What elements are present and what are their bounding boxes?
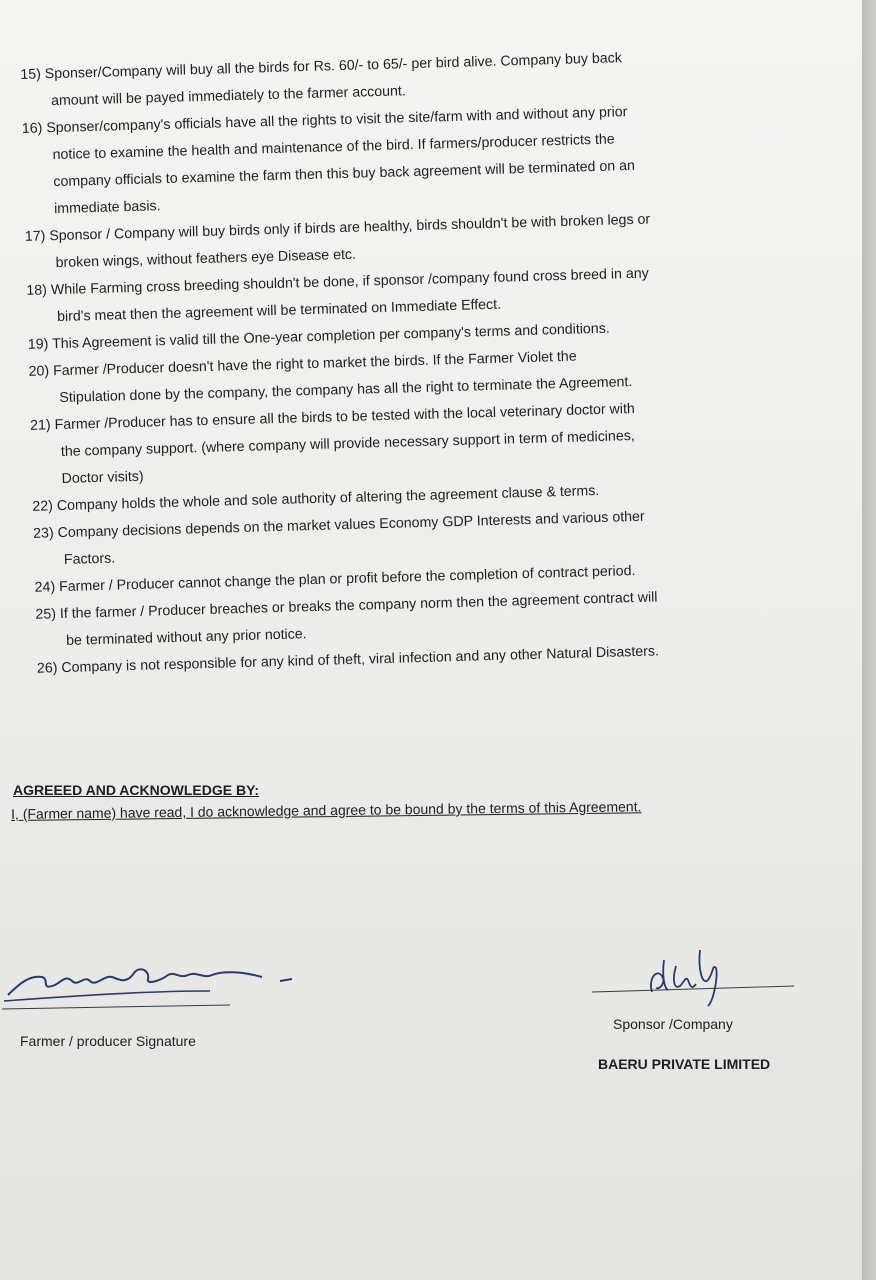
acknowledgement-statement: I, (Farmer name) have read, I do acknowledge and agree to be bound by the terms of this Agreement. bbox=[11, 798, 642, 822]
clause-line: 21) Farmer /Producer has to ensure all the birds to be tested with the local veterinary doctor with bbox=[29, 400, 636, 434]
clause-line: 18) While Farming cross breeding shouldn't be done, if sponsor /company found cross breed in any bbox=[26, 265, 649, 299]
clause-list bbox=[20, 40, 827, 683]
clause-line: 16) Sponser/company's officials have all the rights to visit the site/farm with and without any prior bbox=[21, 104, 628, 137]
clause-line: amount will be payed immediately to the farmer account. bbox=[50, 83, 407, 110]
clause-line: the company support. (where company will provide necessary support in term of medicines, bbox=[60, 427, 635, 461]
clause-line: Stipulation done by the company, the company has all the right to terminate the Agreement. bbox=[59, 374, 633, 407]
clause-line: Doctor visits) bbox=[61, 468, 144, 487]
sponsor-signature bbox=[590, 920, 800, 1015]
sponsor-signature-label: Sponsor /Company bbox=[613, 1016, 733, 1032]
clause-line: 23) Company decisions depends on the market values Economy GDP Interests and various other bbox=[32, 508, 645, 542]
clause-line: 24) Farmer / Producer cannot change the plan or profit before the completion of contract period. bbox=[34, 563, 636, 596]
clause-line: Factors. bbox=[63, 550, 116, 568]
clause-line: be terminated without any prior notice. bbox=[65, 626, 307, 649]
clause-line: 15) Sponser/Company will buy all the birds for Rs. 60/- to 65/- per bird alive. Company buy back bbox=[20, 50, 623, 83]
farmer-signature-label: Farmer / producer Signature bbox=[20, 1033, 196, 1049]
clause-line: 20) Farmer /Producer doesn't have the right to market the birds. If the Farmer Violet the bbox=[28, 348, 577, 380]
background-edge bbox=[862, 0, 876, 1280]
clause-line: 17) Sponsor / Company will buy birds only if birds are healthy, birds shouldn't be with broken legs or bbox=[24, 211, 651, 245]
farmer-signature bbox=[0, 945, 330, 1015]
clause-line: 19) This Agreement is valid till the One-year completion per company's terms and conditions. bbox=[27, 320, 610, 353]
acknowledgement-title: AGREEED AND ACKNOWLEDGE BY: bbox=[13, 782, 260, 798]
clause-line: immediate basis. bbox=[53, 198, 161, 218]
clause-line: 22) Company holds the whole and sole authority of altering the agreement clause & terms. bbox=[32, 482, 600, 515]
clause-line: broken wings, without feathers eye Disease etc. bbox=[55, 246, 357, 272]
clause-line: company officials to examine the farm then this buy back agreement will be terminated on an bbox=[53, 157, 636, 191]
clause-line: 26) Company is not responsible for any kind of theft, viral infection and any other Natural Disasters. bbox=[36, 643, 660, 677]
clause-line: bird's meat then the agreement will be terminated on Immediate Effect. bbox=[56, 296, 502, 326]
company-name: BAERU PRIVATE LIMITED bbox=[598, 1056, 771, 1072]
clause-line: notice to examine the health and maintenance of the bird. If farmers/producer restricts the bbox=[52, 131, 615, 164]
clause-line: 25) If the farmer / Producer breaches or breaks the company norm then the agreement contract will bbox=[35, 589, 658, 623]
